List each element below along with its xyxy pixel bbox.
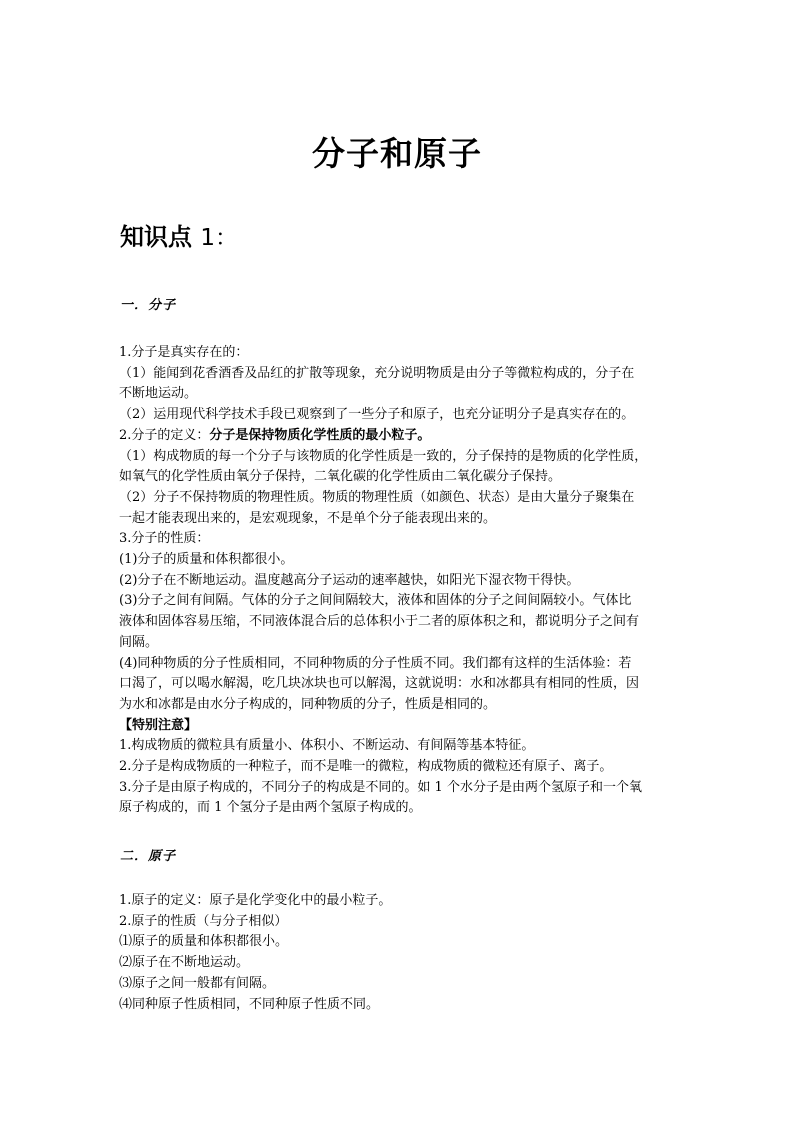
definition-emphasis: 分子是保持物质化学性质的最小粒子。 bbox=[209, 427, 431, 443]
special-note-heading: 【特别注意】 bbox=[119, 717, 198, 733]
text-line: (3)分子之间有间隔。气体的分子之间间隔较大，液体和固体的分子之间间隔较小。气体比 bbox=[119, 593, 632, 609]
text-line: ⑵原子在不断地运动。 bbox=[119, 955, 250, 971]
text-line: 2.分子是构成物质的一种粒子，而不是唯一的微粒，构成物质的微粒还有原子、离子。 bbox=[119, 759, 613, 775]
text-line: 1.构成物质的微粒具有质量小、体积小、不断运动、有间隔等基本特征。 bbox=[119, 738, 535, 754]
text-line: （1）构成物质的每一个分子与该物质的化学性质是一致的，分子保持的是物质的化学性质， bbox=[119, 448, 648, 464]
knowledge-point-number: 1： bbox=[200, 225, 238, 251]
text-line: （2）运用现代科学技术手段已观察到了一些分子和原子，也充分证明分子是真实存在的。 bbox=[119, 407, 635, 423]
text-line: （2）分子不保持物质的物理性质。物质的物理性质（如颜色、状态）是由大量分子聚集在 bbox=[119, 489, 635, 505]
text-line: 为水和冰都是由水分子构成的，同种物质的分子，性质是相同的。 bbox=[119, 696, 497, 712]
text-line: (2)分子在不断地运动。温度越高分子运动的速率越快，如阳光下湿衣物干得快。 bbox=[119, 572, 580, 588]
section-heading-atom: 二．原子 bbox=[120, 849, 177, 864]
text-line: 2.原子的性质（与分子相似） bbox=[119, 913, 288, 929]
text-line: （1）能闻到花香酒香及品红的扩散等现象，充分说明物质是由分子等微粒构成的，分子在 bbox=[119, 365, 635, 381]
text-line: 1.分子是真实存在的： bbox=[119, 345, 249, 360]
knowledge-point-heading bbox=[120, 220, 238, 255]
text-line: ⑶原子之间一般都有间隔。 bbox=[119, 975, 276, 991]
text-line: 一起才能表现出来的，是宏观现象，不是单个分子能表现出来的。 bbox=[119, 510, 497, 526]
text-line bbox=[119, 426, 685, 447]
text-line: 3.分子的性质： bbox=[119, 531, 210, 547]
text-line: 口渴了，可以喝水解渴，吃几块冰块也可以解渴，这就说明：水和冰都具有相同的性质，因 bbox=[119, 676, 640, 692]
text-line: (4)同种物质的分子性质相同，不同种物质的分子性质不同。我们都有这样的生活体验：若 bbox=[119, 655, 632, 671]
section-body-molecule bbox=[119, 343, 685, 819]
section-heading-molecule: 一．分子 bbox=[120, 298, 177, 313]
text-line: 间隔。 bbox=[119, 634, 159, 650]
text-line: ⑷同种原子性质相同，不同种原子性质不同。 bbox=[119, 996, 380, 1012]
text-line: 液体和固体容易压缩，不同液体混合后的总体积小于二者的原体积之和，都说明分子之间有 bbox=[119, 614, 640, 630]
text-line: 不断地运动。 bbox=[119, 386, 198, 402]
text-line: ⑴原子的质量和体积都很小。 bbox=[119, 934, 289, 950]
knowledge-point-label: 知识点 bbox=[120, 223, 192, 251]
section-body-atom bbox=[119, 891, 685, 1015]
text-line: (1)分子的质量和体积都很小。 bbox=[119, 552, 294, 568]
definition-label: 2.分子的定义： bbox=[119, 427, 210, 443]
page-title: 分子和原子 bbox=[312, 134, 482, 173]
text-line: 如氧气的化学性质由氧分子保持，二氧化碳的化学性质由二氧化碳分子保持。 bbox=[119, 469, 562, 485]
text-line: 原子构成的，而 1 个氢分子是由两个氢原子构成的。 bbox=[119, 800, 422, 816]
text-line: 3.分子是由原子构成的，不同分子的构成是不同的。如 1 个水分子是由两个氢原子和一个氧 bbox=[119, 779, 642, 795]
text-line: 1.原子的定义：原子是化学变化中的最小粒子。 bbox=[119, 893, 392, 908]
